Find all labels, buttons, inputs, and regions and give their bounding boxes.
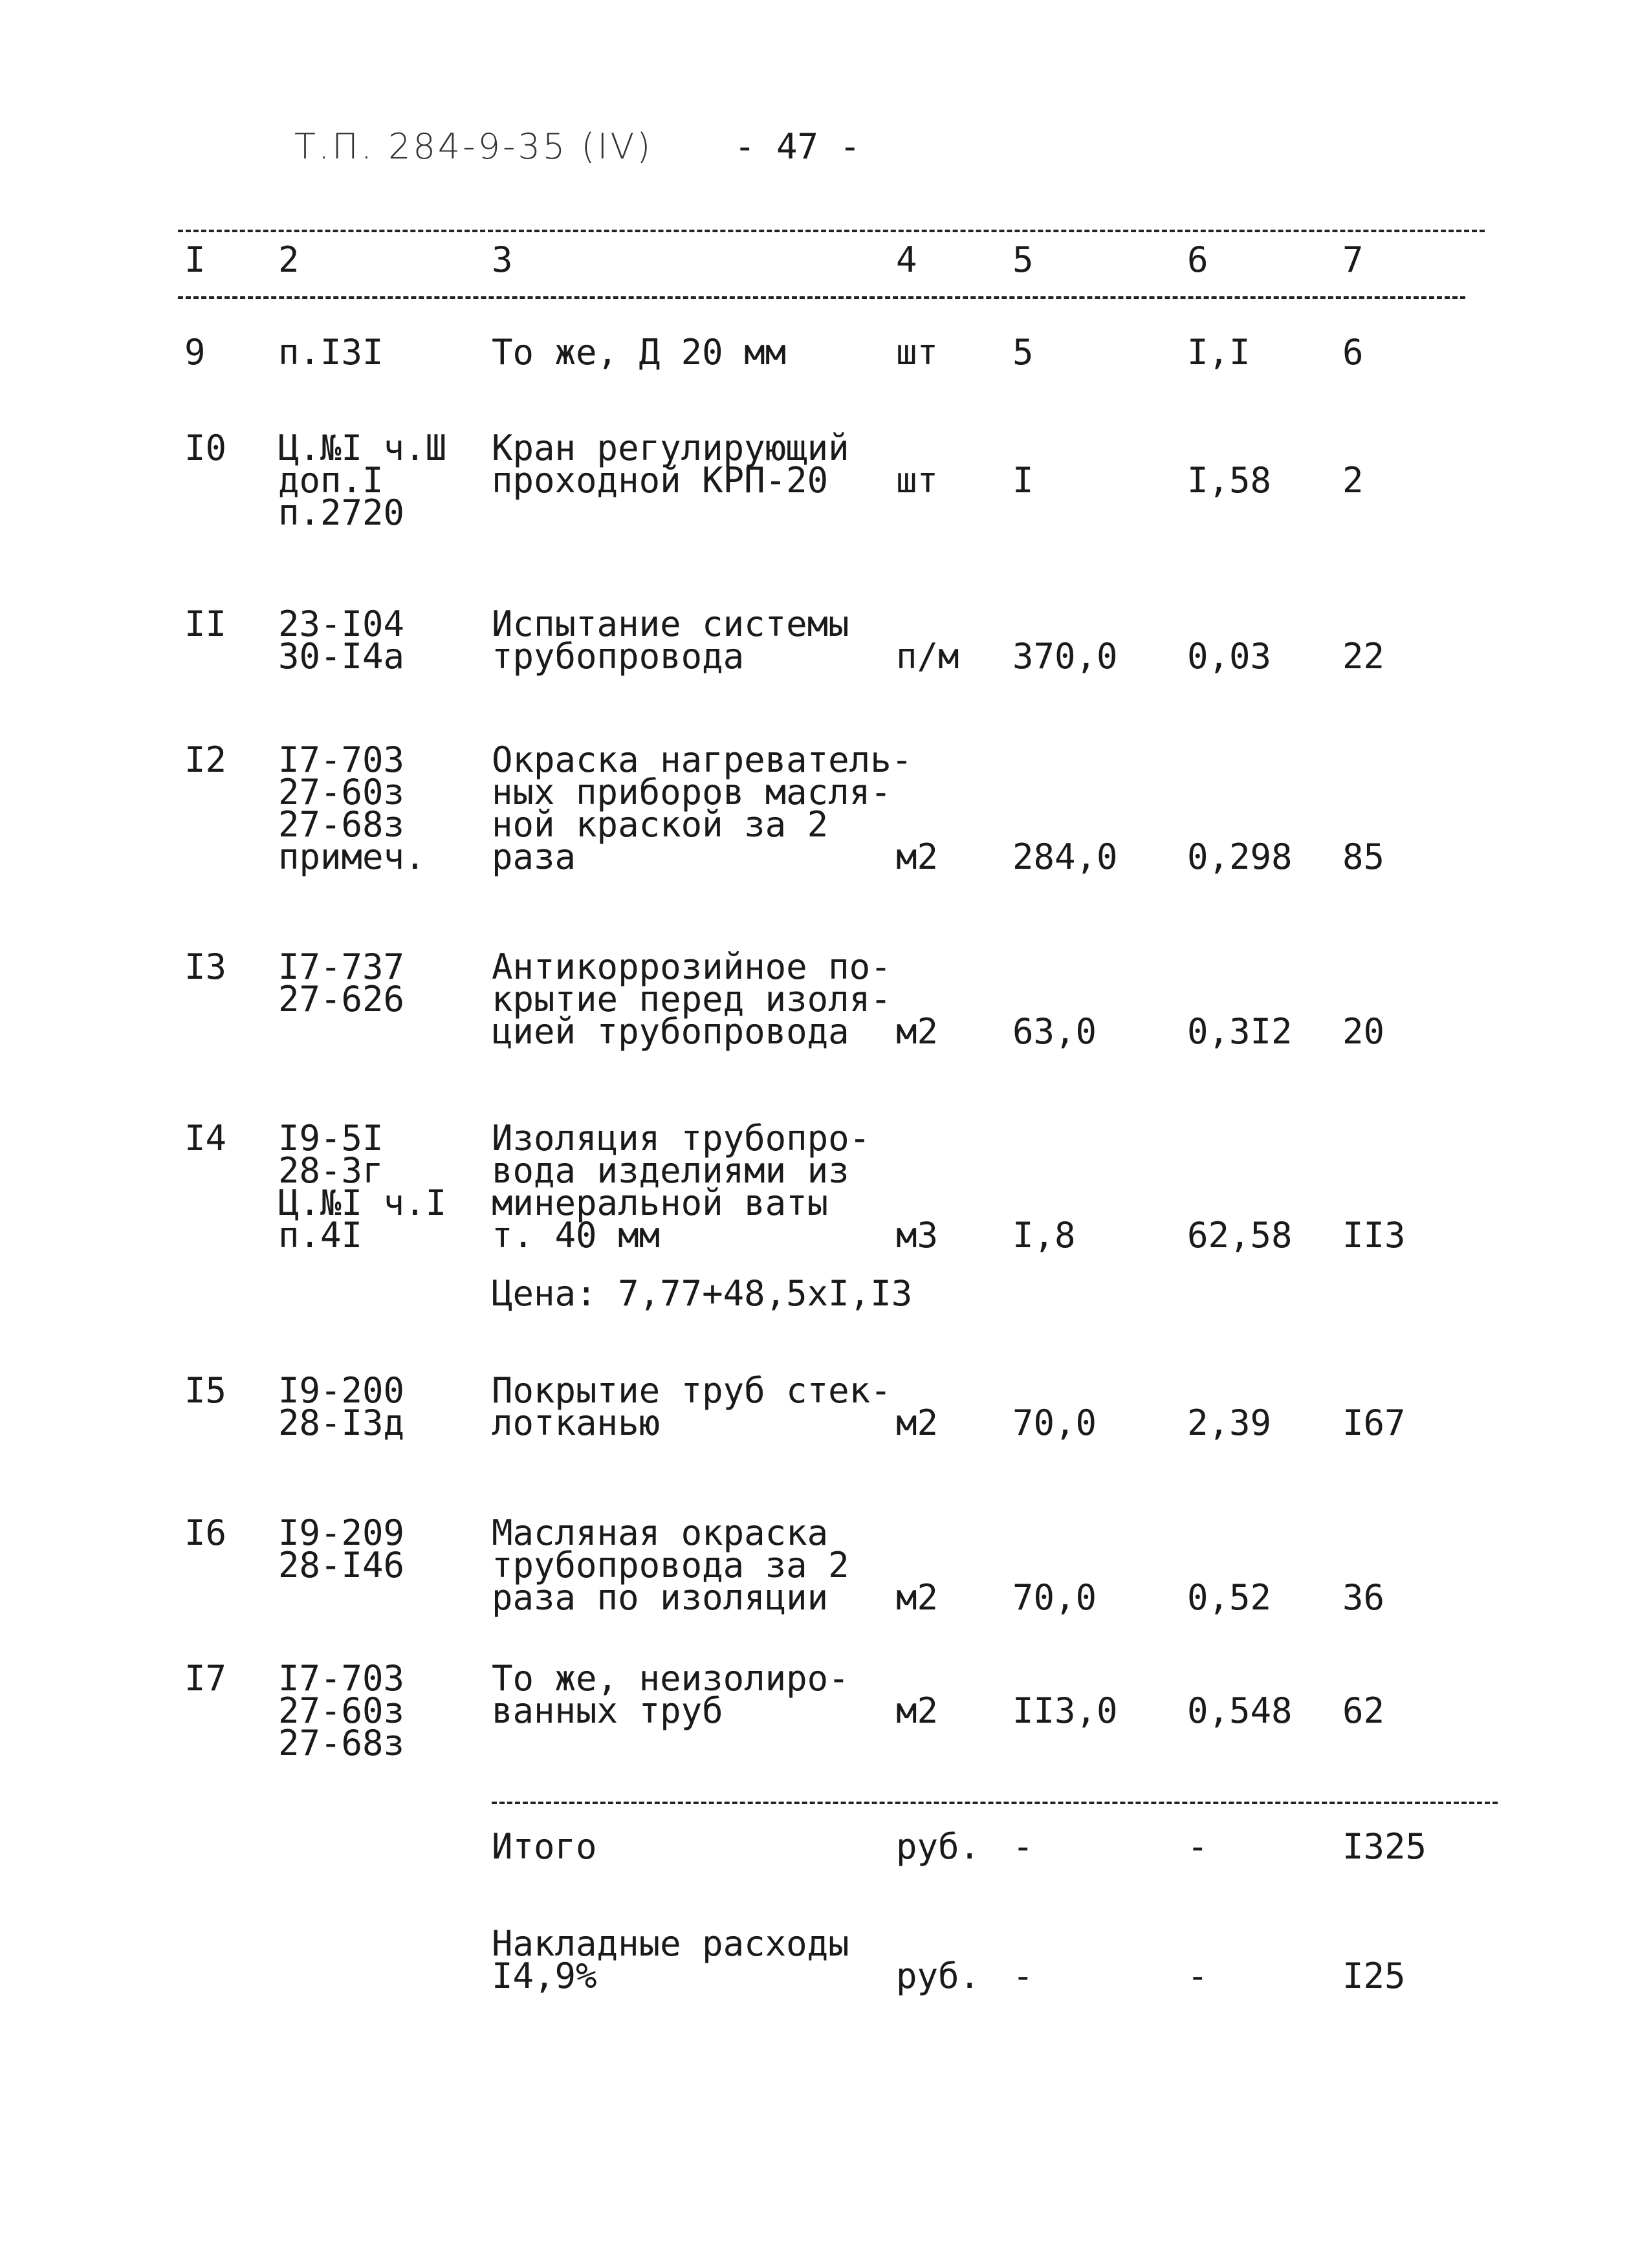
row-reference: I9-200 28-I3д [278, 1370, 405, 1443]
row-unit-price: 2,39 [1187, 1402, 1272, 1443]
totals-rule [492, 1802, 1498, 1804]
row-total: 6 [1342, 332, 1364, 373]
row-description: Окраска нагреватель- ных приборов масля- ной краской за 2 раза [492, 739, 913, 877]
row-quantity: I [1012, 460, 1034, 501]
row-reference: I7-737 27-626 [278, 946, 405, 1020]
total-description: Итого [492, 1826, 597, 1867]
row-reference: Ц.№I ч.Ш доп.I п.2720 [278, 428, 447, 533]
row-total: 2 [1342, 460, 1364, 501]
total-unit: руб. [896, 1956, 981, 1996]
row-quantity: I,8 [1012, 1215, 1076, 1256]
row-quantity: 284,0 [1012, 836, 1118, 877]
row-reference: I7-703 27-60з 27-68з [278, 1658, 405, 1763]
column-header-5: 5 [1012, 239, 1034, 280]
row-quantity: 70,0 [1012, 1402, 1097, 1443]
row-unit-price: 0,52 [1187, 1577, 1272, 1618]
row-unit-price: 62,58 [1187, 1215, 1293, 1256]
row-reference: 23-I04 30-I4а [278, 604, 405, 677]
row-quantity: 370,0 [1012, 636, 1118, 677]
row-unit: м2 [896, 1690, 939, 1731]
row-total: 62 [1342, 1690, 1385, 1731]
row-unit-price: I,58 [1187, 460, 1272, 501]
column-header-7: 7 [1342, 239, 1364, 280]
row-unit: п/м [896, 636, 959, 677]
row-price-note: Цена: 7,77+48,5хI,I3 [492, 1273, 913, 1314]
row-description: Масляная окраска трубопровода за 2 раза по изоляции [492, 1512, 849, 1618]
total-unit-price: - [1187, 1826, 1208, 1867]
table-top-rule [178, 230, 1485, 232]
row-description: Изоляция трубопро- вода изделиями из минеральной ваты т. 40 мм [492, 1118, 871, 1256]
document-code: Т.П. 284-9-35 (IV) [294, 126, 653, 167]
column-header-1: I [184, 239, 206, 280]
header-bottom-rule [178, 296, 1465, 299]
row-unit-price: 0,548 [1187, 1690, 1293, 1731]
row-total: II3 [1342, 1215, 1406, 1256]
row-reference: п.I3I [278, 332, 384, 373]
row-unit-price: 0,03 [1187, 636, 1272, 677]
row-unit-price: 0,3I2 [1187, 1011, 1293, 1052]
row-number: I7 [184, 1658, 227, 1699]
row-unit: шт [896, 460, 939, 501]
row-number: I3 [184, 946, 227, 987]
total-sum: I325 [1342, 1826, 1427, 1867]
row-total: I67 [1342, 1402, 1406, 1443]
row-description: То же, неизолиро- ванных труб [492, 1658, 849, 1731]
row-unit-price: 0,298 [1187, 836, 1293, 877]
total-sum: I25 [1342, 1956, 1406, 1996]
row-reference: I9-209 28-I46 [278, 1512, 405, 1586]
total-description: Накладные расходы I4,9% [492, 1923, 849, 1996]
row-description: Антикоррозийное по- крытие перед изоля- цией трубопровода [492, 946, 891, 1052]
row-description: Покрытие труб стек- лотканью [492, 1370, 891, 1443]
total-quantity: - [1012, 1956, 1034, 1996]
row-quantity: II3,0 [1012, 1690, 1118, 1731]
row-total: 85 [1342, 836, 1385, 877]
total-unit-price: - [1187, 1956, 1208, 1996]
row-unit-price: I,I [1187, 332, 1251, 373]
row-total: 22 [1342, 636, 1385, 677]
row-description: Кран регулирующий проходной КРП-20 [492, 428, 849, 501]
row-quantity: 5 [1012, 332, 1034, 373]
total-quantity: - [1012, 1826, 1034, 1867]
row-total: 36 [1342, 1577, 1385, 1618]
row-unit: м2 [896, 1011, 939, 1052]
row-reference: I7-703 27-60з 27-68з примеч. [278, 739, 426, 877]
row-number: I4 [184, 1118, 227, 1159]
row-quantity: 63,0 [1012, 1011, 1097, 1052]
row-unit: м2 [896, 1402, 939, 1443]
row-number: I2 [184, 739, 227, 780]
row-number: 9 [184, 332, 206, 373]
page-number: - 47 - [734, 126, 861, 167]
row-quantity: 70,0 [1012, 1577, 1097, 1618]
row-reference: I9-5I 28-3г Ц.№I ч.I п.4I [278, 1118, 447, 1256]
row-unit: шт [896, 332, 939, 373]
column-header-2: 2 [278, 239, 300, 280]
row-unit: м2 [896, 1577, 939, 1618]
row-number: I5 [184, 1370, 227, 1411]
row-unit: м2 [896, 836, 939, 877]
row-number: II [184, 604, 227, 644]
row-description: То же, Д 20 мм [492, 332, 787, 373]
row-number: I6 [184, 1512, 227, 1553]
column-header-3: 3 [492, 239, 513, 280]
column-header-6: 6 [1187, 239, 1208, 280]
column-header-4: 4 [896, 239, 917, 280]
total-unit: руб. [896, 1826, 981, 1867]
row-number: I0 [184, 428, 227, 468]
row-unit: м3 [896, 1215, 939, 1256]
row-description: Испытание системы трубопровода [492, 604, 849, 677]
row-total: 20 [1342, 1011, 1385, 1052]
